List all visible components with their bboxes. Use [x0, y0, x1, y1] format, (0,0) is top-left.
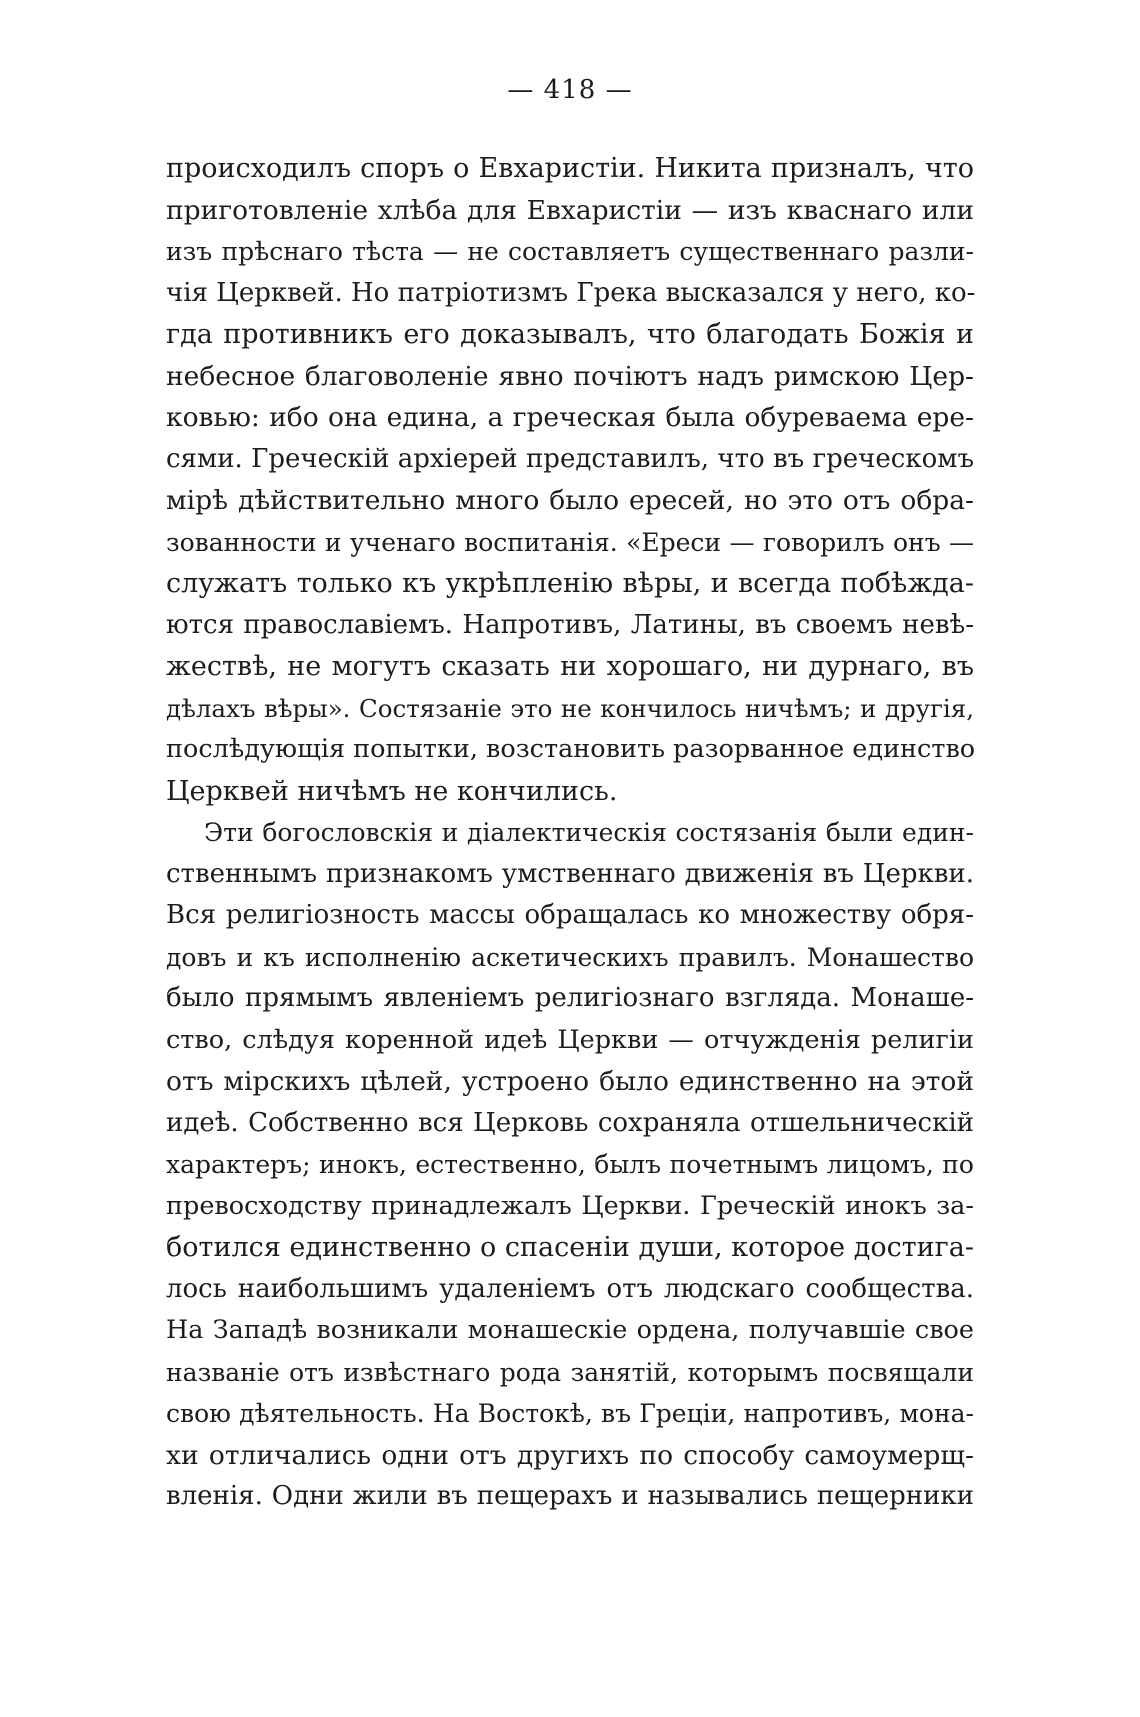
text-line: небесное благоволеніе явно почіютъ надъ римскою Цер-: [166, 360, 974, 392]
text-line: ются православіемъ. Напротивъ, Латины, въ своемъ невѣ-: [166, 609, 974, 640]
text-line: характеръ; инокъ, естественно, былъ почетнымъ лицомъ, по: [166, 1150, 974, 1179]
text-line: Церквей ничѣмъ не кончились.: [166, 775, 618, 807]
paragraph-1: [166, 148, 974, 812]
text-line: идеѣ. Собственно вся Церковь сохраняла отшельническій: [166, 1107, 974, 1138]
text-line: происходилъ споръ о Евхаристіи. Никита призналъ, что: [166, 153, 974, 184]
text-line: хи отличались одни отъ другихъ по способу самоумерщ-: [166, 1439, 974, 1471]
text-line: сями. Греческій архіерей представилъ, что въ греческомъ: [166, 443, 974, 474]
text-line: гда противникъ его доказывалъ, что благодать Божія и: [166, 319, 974, 350]
page-number: — 418 —: [507, 75, 633, 105]
body-text: [166, 148, 974, 1518]
text-line: Эти богословскія и діалектическія состязанія были един-: [204, 818, 974, 847]
text-line: На Западѣ возникали монашескіе ордена, получавшіе свое: [166, 1315, 974, 1345]
text-line: служатъ только къ укрѣпленію вѣры, и всегда побѣжда-: [166, 568, 974, 599]
text-line: ботился единственно о спасеніи души, которое достига-: [166, 1232, 974, 1263]
text-line: дѣлахъ вѣры». Состязаніе это не кончилось ничѣмъ; и другія,: [166, 693, 974, 723]
text-line: свою дѣятельность. На Востокѣ, въ Греціи, напротивъ, мона-: [166, 1399, 974, 1428]
text-line: было прямымъ явленіемъ религіознаго взгляда. Монаше-: [166, 983, 974, 1013]
text-line: названіе отъ извѣстнаго рода занятій, которымъ посвящали: [166, 1357, 974, 1387]
text-line: превосходству принадлежалъ Церкви. Греческій инокъ за-: [166, 1190, 974, 1221]
text-line: лось наибольшимъ удаленіемъ отъ людскаго сообщества.: [166, 1273, 974, 1304]
text-line: жествѣ, не могутъ сказать ни хорошаго, ни дурнаго, въ: [166, 651, 974, 682]
text-line: ственнымъ признакомъ умственнаго движенія въ Церкви.: [166, 858, 974, 889]
text-line: вленія. Одни жили въ пещерахъ и назывались пещерники: [166, 1481, 974, 1511]
text-line: чія Церквей. Но патріотизмъ Грека высказался у него, ко-: [166, 277, 976, 308]
text-line: послѣдующія попытки, возстановить разорванное единство: [166, 734, 976, 764]
text-line: мірѣ дѣйствительно много было ересей, но это отъ обра-: [166, 485, 974, 516]
text-line: приготовленіе хлѣба для Евхаристіи — изъ кваснаго или: [166, 194, 974, 226]
text-line: Вся религіозность массы обращалась ко множеству обря-: [166, 900, 974, 930]
paragraph-2: [166, 812, 974, 1518]
text-line: зованности и ученаго воспитанія. «Ереси — говорилъ онъ —: [166, 527, 974, 557]
text-line: изъ прѣснаго тѣста — не составляетъ существеннаго разли-: [166, 237, 974, 266]
text-line: ство, слѣдуя коренной идеѣ Церкви — отчужденія религіи: [166, 1024, 974, 1055]
text-line: довъ и къ исполненію аскетическихъ правилъ. Монашество: [166, 942, 974, 972]
text-line: ковью: ибо она едина, а греческая была обуреваема ере-: [166, 402, 974, 433]
text-line: отъ мірскихъ цѣлей, устроено было единственно на этой: [166, 1066, 974, 1097]
